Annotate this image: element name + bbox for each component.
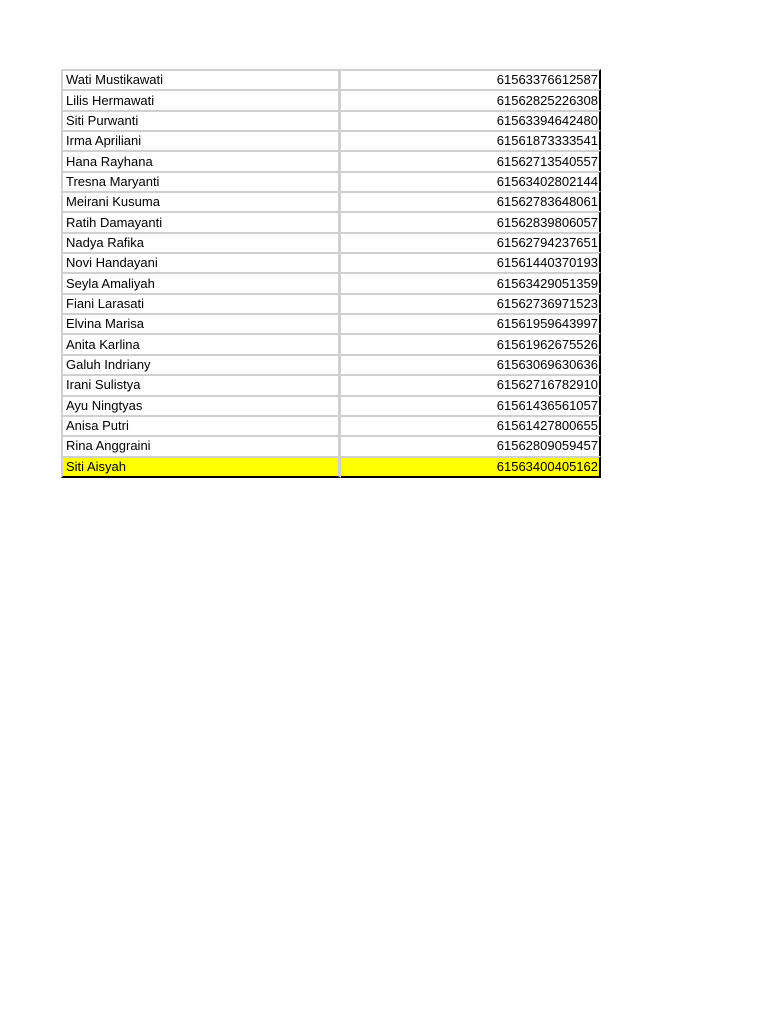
number-cell[interactable]: 61562716782910: [341, 374, 601, 394]
number-cell[interactable]: 61562713540557: [341, 150, 601, 170]
highlighted-table-row: [61, 456, 601, 478]
name-cell[interactable]: Irani Sulistya: [61, 374, 341, 394]
name-cell[interactable]: Ayu Ningtyas: [61, 395, 341, 415]
table-row: [61, 293, 601, 313]
number-cell[interactable]: 61561962675526: [341, 333, 601, 353]
name-cell[interactable]: Siti Aisyah: [61, 456, 341, 478]
number-cell[interactable]: 61562809059457: [341, 435, 601, 455]
name-cell[interactable]: Irma Apriliani: [61, 130, 341, 150]
number-cell[interactable]: 61561427800655: [341, 415, 601, 435]
number-cell[interactable]: 61563394642480: [341, 110, 601, 130]
number-cell[interactable]: 61561873333541: [341, 130, 601, 150]
table-row: [61, 171, 601, 191]
number-cell[interactable]: 61562825226308: [341, 89, 601, 109]
name-cell[interactable]: Siti Purwanti: [61, 110, 341, 130]
name-cell[interactable]: Novi Handayani: [61, 252, 341, 272]
name-cell[interactable]: Lilis Hermawati: [61, 89, 341, 109]
name-cell[interactable]: Hana Rayhana: [61, 150, 341, 170]
name-cell[interactable]: Seyla Amaliyah: [61, 272, 341, 292]
table-row: [61, 211, 601, 231]
name-cell[interactable]: Ratih Damayanti: [61, 211, 341, 231]
name-cell[interactable]: Galuh Indriany: [61, 354, 341, 374]
name-cell[interactable]: Anita Karlina: [61, 333, 341, 353]
table-row: [61, 69, 601, 89]
name-cell[interactable]: Fiani Larasati: [61, 293, 341, 313]
table-row: [61, 313, 601, 333]
number-cell[interactable]: 61563376612587: [341, 69, 601, 89]
number-cell[interactable]: 61562794237651: [341, 232, 601, 252]
number-cell[interactable]: 61561436561057: [341, 395, 601, 415]
number-cell[interactable]: 61561440370193: [341, 252, 601, 272]
name-cell[interactable]: Anisa Putri: [61, 415, 341, 435]
table-row: [61, 89, 601, 109]
number-cell[interactable]: 61561959643997: [341, 313, 601, 333]
table-row: [61, 415, 601, 435]
spreadsheet-table: [61, 69, 601, 478]
table-row: [61, 150, 601, 170]
name-cell[interactable]: Tresna Maryanti: [61, 171, 341, 191]
table-row: [61, 191, 601, 211]
name-cell[interactable]: Elvina Marisa: [61, 313, 341, 333]
number-cell[interactable]: 61563400405162: [341, 456, 601, 478]
number-cell[interactable]: 61562839806057: [341, 211, 601, 231]
name-cell[interactable]: Rina Anggraini: [61, 435, 341, 455]
table-row: [61, 110, 601, 130]
table-row: [61, 252, 601, 272]
table-row: [61, 395, 601, 415]
table-row: [61, 354, 601, 374]
table-row: [61, 232, 601, 252]
name-cell[interactable]: Wati Mustikawati: [61, 69, 341, 89]
number-cell[interactable]: 61562736971523: [341, 293, 601, 313]
table-row: [61, 272, 601, 292]
table-row: [61, 435, 601, 455]
number-cell[interactable]: 61562783648061: [341, 191, 601, 211]
table-row: [61, 374, 601, 394]
table-row: [61, 130, 601, 150]
name-cell[interactable]: Nadya Rafika: [61, 232, 341, 252]
name-cell[interactable]: Meirani Kusuma: [61, 191, 341, 211]
table-row: [61, 333, 601, 353]
number-cell[interactable]: 61563429051359: [341, 272, 601, 292]
number-cell[interactable]: 61563402802144: [341, 171, 601, 191]
number-cell[interactable]: 61563069630636: [341, 354, 601, 374]
